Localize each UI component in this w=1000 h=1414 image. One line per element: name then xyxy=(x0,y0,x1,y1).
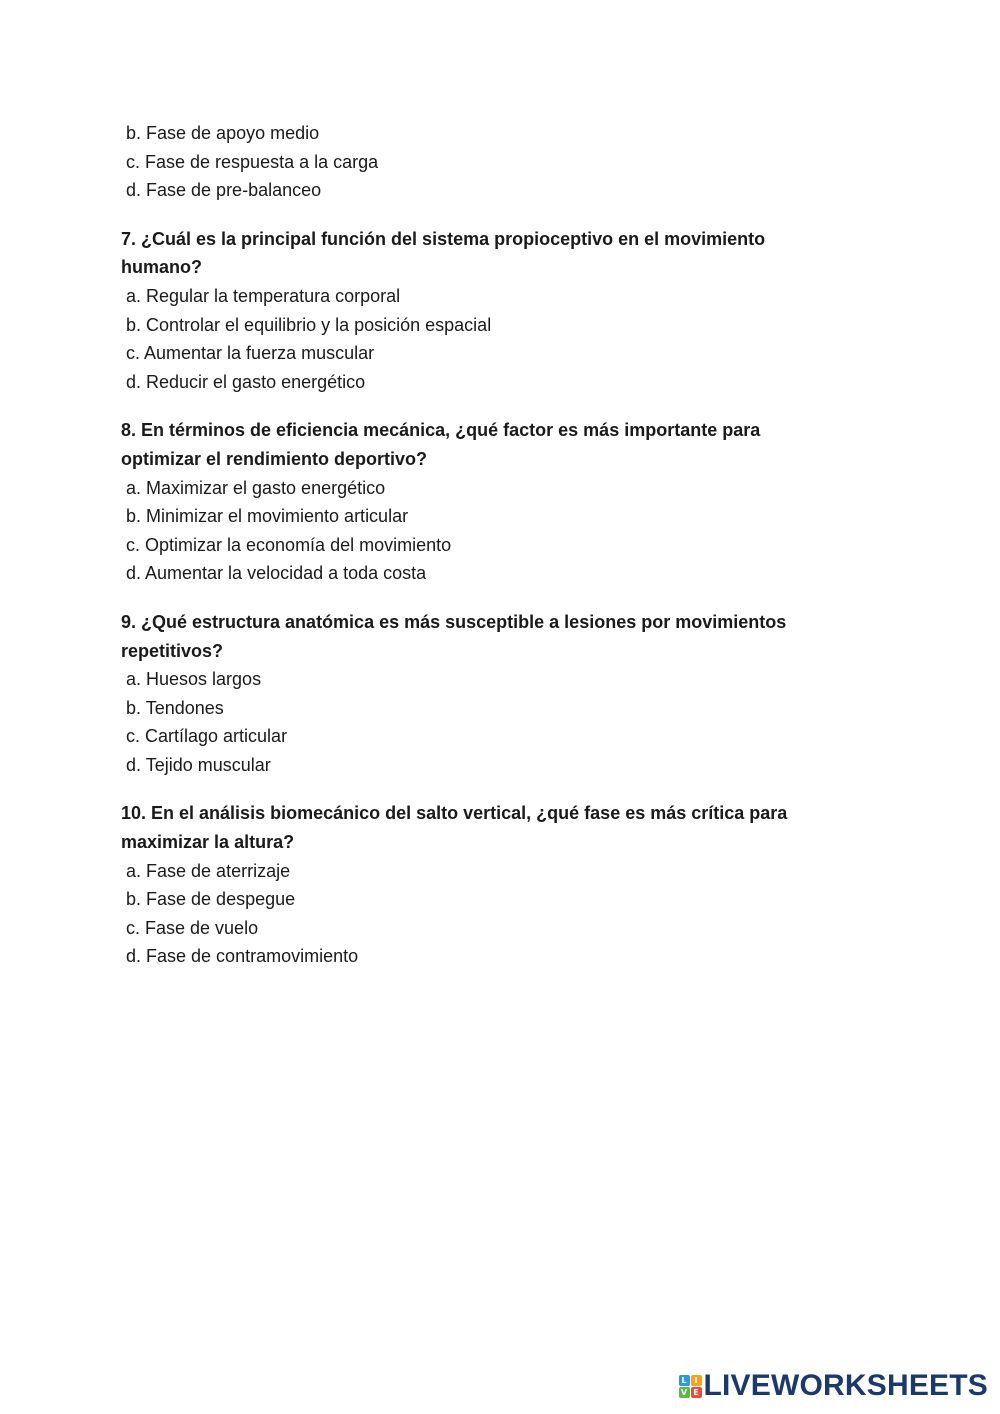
question-text: 8. En términos de eficiencia mecánica, ¿qué factor es más importante para xyxy=(121,420,761,441)
option-a: a. Fase de aterrizaje xyxy=(126,860,291,881)
question-text: optimizar el rendimiento deportivo? xyxy=(121,448,428,469)
option-b: b. Fase de apoyo medio xyxy=(126,123,320,143)
option-a: a. Huesos largos xyxy=(126,669,262,690)
option-d: d. Fase de pre-balanceo xyxy=(126,180,322,201)
logo-cell-v: V xyxy=(679,1387,690,1398)
previous-question-options xyxy=(121,119,861,205)
question-text: 10. En el análisis biomecánico del salto vertical, ¿qué fase es más crítica para xyxy=(121,803,788,824)
option-c: c. Cartílago articular xyxy=(126,726,288,747)
option-c: c. Optimizar la economía del movimiento xyxy=(126,534,452,555)
question-text: repetitivos? xyxy=(121,640,224,661)
logo-cell-l: L xyxy=(679,1375,690,1386)
option-d: d. Reducir el gasto energético xyxy=(126,371,366,392)
question-text: humano? xyxy=(121,257,202,278)
question-text: 7. ¿Cuál es la principal función del sistema propioceptivo en el movimiento xyxy=(121,228,766,249)
option-b: b. Minimizar el movimiento articular xyxy=(126,506,409,527)
option-d: d. Aumentar la velocidad a toda costa xyxy=(126,563,427,584)
option-a: a. Maximizar el gasto energético xyxy=(126,477,386,498)
option-c: c. Aumentar la fuerza muscular xyxy=(126,343,375,364)
question-9 xyxy=(121,608,861,780)
worksheet-content xyxy=(121,119,861,971)
option-b: b. Controlar el equilibrio y la posición espacial xyxy=(126,314,492,335)
liveworksheets-logo[interactable] xyxy=(679,1368,989,1404)
logo-mark-icon xyxy=(679,1375,702,1398)
option-d: d. Tejido muscular xyxy=(126,754,271,775)
option-b: b. Fase de despegue xyxy=(126,889,296,910)
logo-text: LIVEWORKSHEETS xyxy=(703,1369,988,1402)
option-d: d. Fase de contramovimiento xyxy=(126,946,359,967)
question-8 xyxy=(121,416,861,588)
option-c: c. Fase de vuelo xyxy=(126,917,259,938)
question-10 xyxy=(121,799,861,971)
option-a: a. Regular la temperatura corporal xyxy=(126,285,401,306)
question-text: maximizar la altura? xyxy=(121,832,295,853)
option-c: c. Fase de respuesta a la carga xyxy=(126,151,379,172)
question-text: 9. ¿Qué estructura anatómica es más susceptible a lesiones por movimientos xyxy=(121,611,787,632)
logo-cell-i: I xyxy=(691,1375,702,1386)
question-7 xyxy=(121,225,861,397)
option-b: b. Tendones xyxy=(126,697,224,718)
logo-cell-e: E xyxy=(691,1387,702,1398)
